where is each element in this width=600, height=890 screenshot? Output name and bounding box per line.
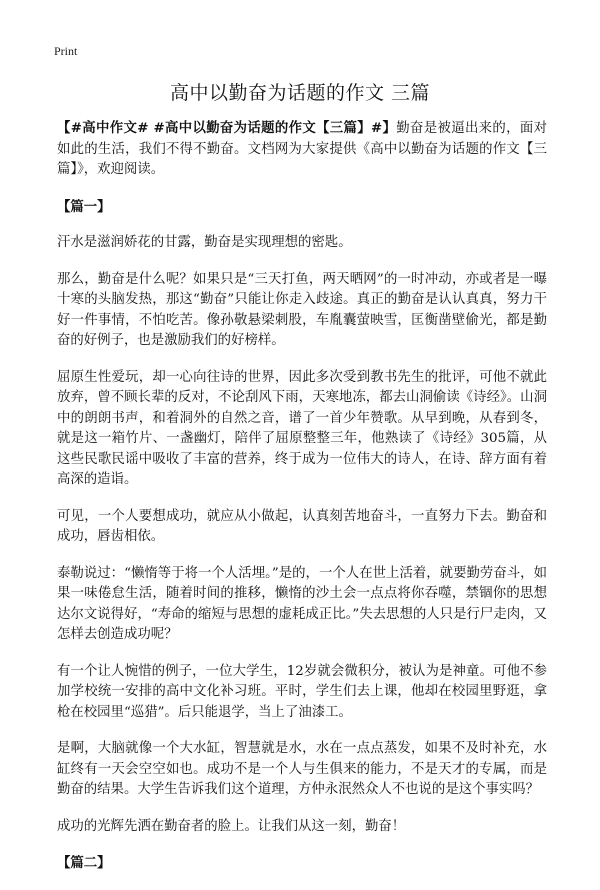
paragraph: 那么，勤奋是什么呢？如果只是“三天打鱼，两天晒网”的一时冲动，亦或者是一曝十寒的头脑发热，那这“勤奋”只能让你走入歧途。真正的勤奋是认认真真，努力干好一件事情，不怕吃苦。像孙敬悬梁刺股，车胤囊萤映雪，匡衡凿壁偷光，都是勤奋的好例子，也是激励我们的好榜样。 [57,271,547,348]
section-heading-2: 【篇二】 [57,855,111,871]
paragraph: 成功的光辉先洒在勤奋者的脸上。让我们从这一刻，勤奋！ [57,818,406,834]
paragraph: 泰勒说过：“懒惰等于将一个人活埋。”是的，一个人在世上活着，就要勤劳奋斗，如果一味倦怠生活，随着时间的推移，懒惰的沙土会一点点将你吞噬，禁锢你的思想达尔文说得好，“寿命的缩短与思想的虚耗成正比。”失去思想的人只是行尸走肉，又怎样去创造成功呢？ [57,565,547,642]
page-title: 高中以勤奋为话题的作文 三篇 [169,82,431,104]
intro-text: 勤奋是被逼出来的，面对如此的生活，我们不得不勤奋。文档网为大家提供《高中以勤奋为话题的作文【三篇】》，欢迎阅读。 [57,121,547,177]
paragraph: 有一个让人惋惜的例子，一位大学生，12岁就会微积分，被认为是神童。可他不参加学校统一安排的高中文化补习班。平时，学生们去上课，他却在校园里野逛，拿枪在校园里“巡猎”。后只能退学，当上了油漆工。 [57,663,547,720]
paragraph: 可见，一个人要想成功，就应从小做起，认真刻苦地奋斗，一直努力下去。勤奋和成功，唇齿相依。 [57,508,547,544]
document-body [57,118,547,890]
paragraph: 是啊，大脑就像一个大水缸，智慧就是水，水在一点点蒸发，如果不及时补充，水缸终有一天会空空如也。成功不是一个人与生俱来的能力，不是天才的专属，而是勤奋的结果。大学生告诉我们这个道理，方仲永泯然众人不也说的是这个事实吗？ [57,741,547,797]
paragraph: 屈原生性爱玩，却一心向往诗的世界，因此多次受到教书先生的批评，可他不就此放弃，曾不顾长辈的反对，不论刮风下雨，天寒地冻，都去山洞偷读《诗经》。山洞中的朗朗书声，和着洞外的自然之音，谱了一首少年赞歌。从早到晚，从春到冬，就是这一箱竹片、一盏幽灯，陪伴了屈原整整三年，他熟读了《诗经》305篇，从这些民歌民谣中吸收了丰富的营养，终于成为一位伟大的诗人，在诗、辞方面有着高深的造诣。 [57,369,547,487]
intro-paragraph [57,118,547,181]
section-heading-1: 【篇一】 [57,198,111,215]
print-label: Print [54,44,78,58]
paragraph: 汗水是滋润娇花的甘露，勤奋是实现理想的密匙。 [57,235,352,250]
intro-tags: 【#高中作文# #高中以勤奋为话题的作文【三篇】#】 [57,120,397,136]
